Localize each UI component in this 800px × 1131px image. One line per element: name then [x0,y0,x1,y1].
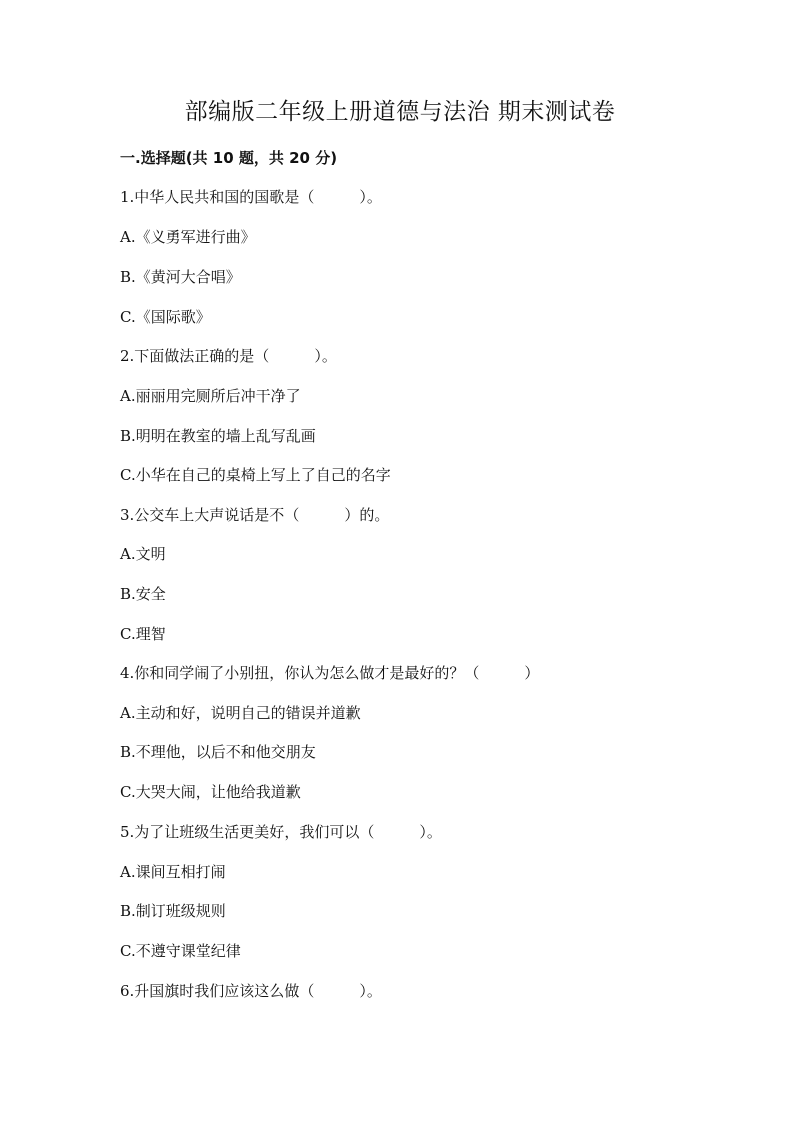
question-1-option-c: C.《国际歌》 [120,308,211,326]
question-1-stem: 1.中华人民共和国的国歌是（ ）。 [120,188,382,206]
question-5-option-c: C.不遵守课堂纪律 [120,942,241,960]
section-heading: 一.选择题(共 10 题，共 20 分) [120,149,338,167]
question-1-option-a: A.《义勇军进行曲》 [120,228,256,246]
question-3-option-c: C.理智 [120,625,166,643]
question-3-stem: 3.公交车上大声说话是不（ ）的。 [120,506,390,524]
question-2-option-a: A.丽丽用完厕所后冲干净了 [120,387,301,405]
question-4-option-b: B.不理他，以后不和他交朋友 [120,743,316,761]
question-5-option-b: B.制订班级规则 [120,902,226,920]
question-4-stem: 4.你和同学闹了小别扭，你认为怎么做才是最好的？（ ） [120,664,540,682]
question-2-option-b: B.明明在教室的墙上乱写乱画 [120,427,316,445]
question-4-option-a: A.主动和好，说明自己的错误并道歉 [120,704,361,722]
question-3-option-b: B.安全 [120,585,166,603]
question-2-stem: 2.下面做法正确的是（ ）。 [120,347,337,365]
question-4-option-c: C.大哭大闹，让他给我道歉 [120,783,301,801]
question-3-option-a: A.文明 [120,545,166,563]
question-6-stem: 6.升国旗时我们应该这么做（ ）。 [120,982,382,1000]
question-2-option-c: C.小华在自己的桌椅上写上了自己的名字 [120,466,391,484]
page-title: 部编版二年级上册道德与法治 期末测试卷 [184,99,616,125]
question-5-stem: 5.为了让班级生活更美好，我们可以（ ）。 [120,823,442,841]
question-5-option-a: A.课间互相打闹 [120,863,226,881]
question-1-option-b: B.《黄河大合唱》 [120,268,241,286]
